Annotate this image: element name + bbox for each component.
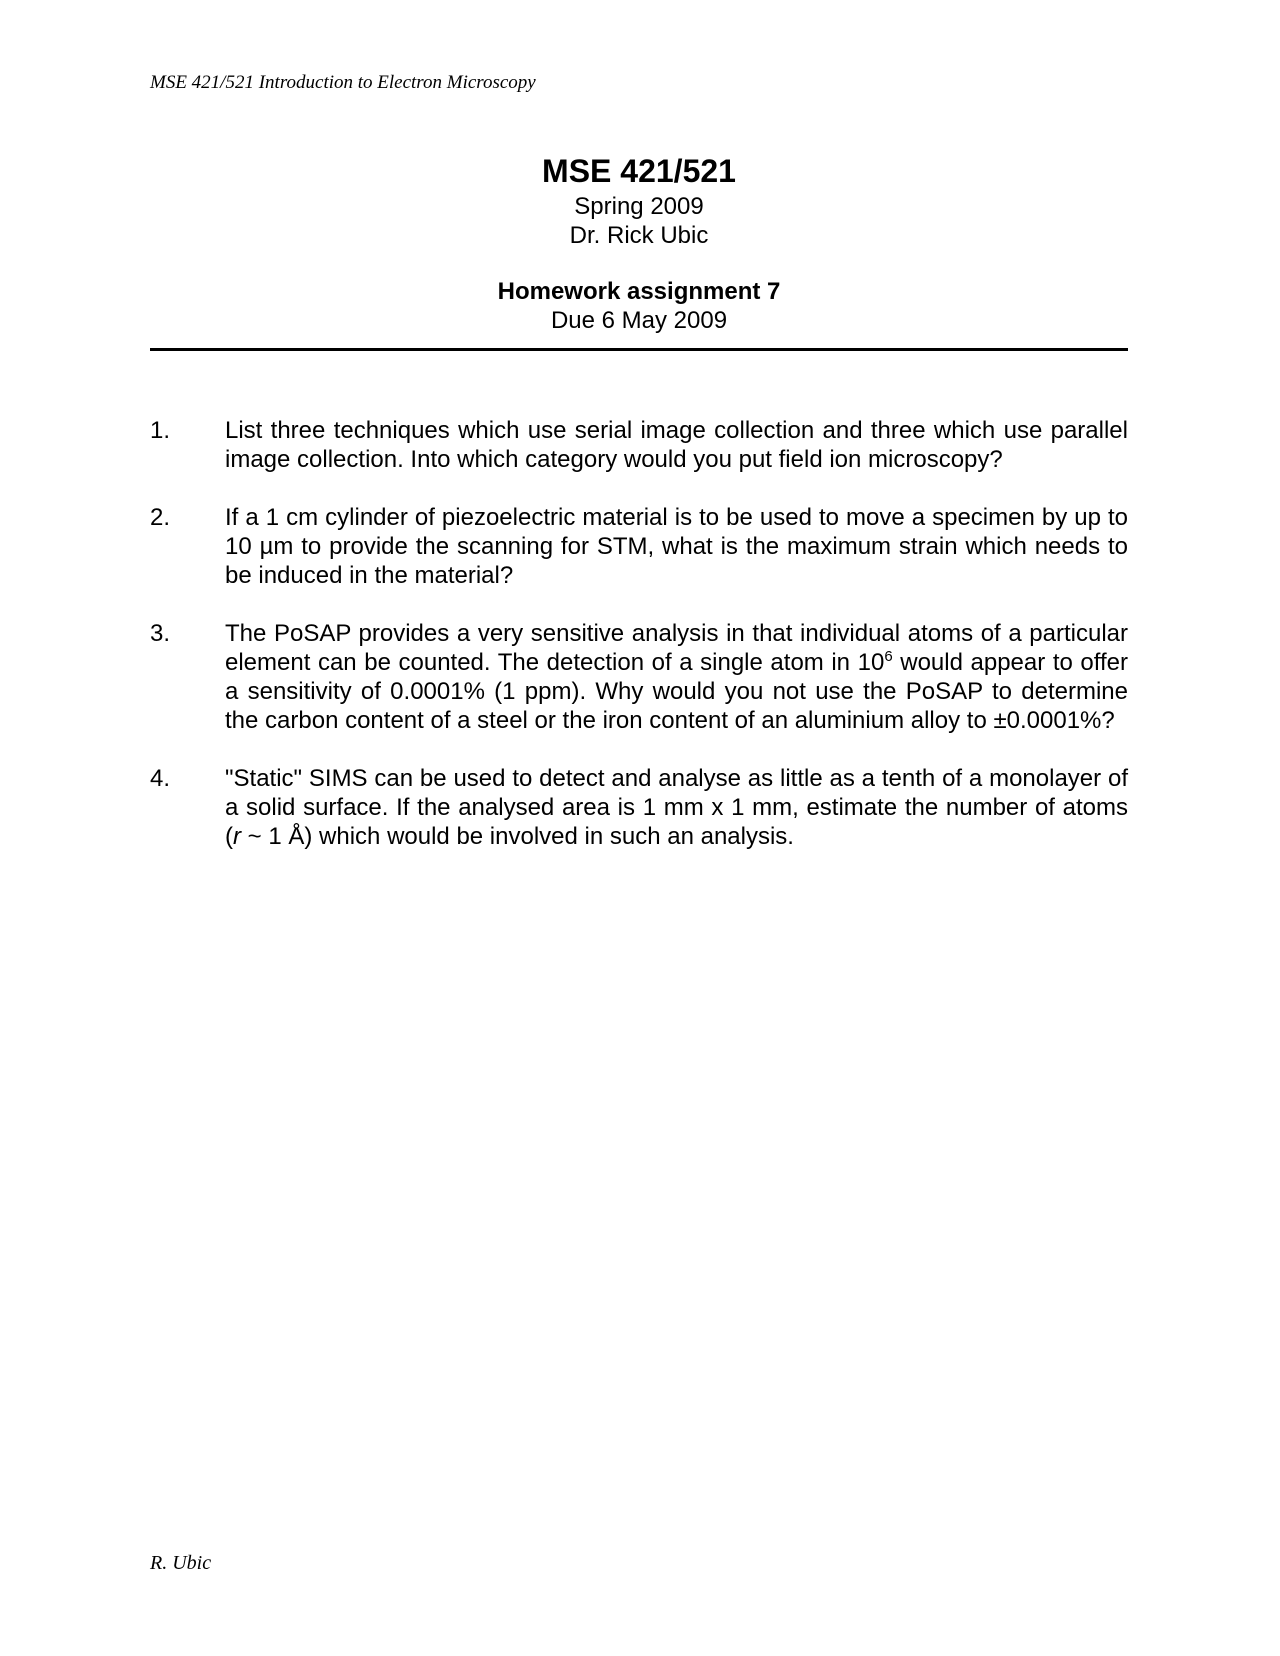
due-date: Due 6 May 2009 xyxy=(550,307,728,334)
question-text-part-b: ~ 1 Å) which would be involved in such an analysis. xyxy=(241,823,794,850)
running-footer: R. Ubic xyxy=(150,1552,212,1574)
question-text: If a 1 cm cylinder of piezoelectric material is to be used to move a specimen by up to 10 µm to provide the scanning for STM, what is the maximum strain which needs to be induced in the material? xyxy=(225,504,1128,589)
question-number: 3. xyxy=(150,620,171,647)
variable-r: r xyxy=(233,823,241,850)
question-list xyxy=(150,416,1128,880)
question-number: 1. xyxy=(150,417,171,444)
running-header: MSE 421/521 Introduction to Electron Microscopy xyxy=(150,72,536,93)
instructor: Dr. Rick Ubic xyxy=(569,222,709,249)
course-title: MSE 421/521 xyxy=(542,153,736,189)
question-text-part-a: The PoSAP provides a very sensitive analysis in that individual atoms of a particular element can be counted. The detection of a single atom in 10 xyxy=(225,620,1128,676)
question-3 xyxy=(150,619,1128,735)
term: Spring 2009 xyxy=(574,193,704,220)
horizontal-rule xyxy=(150,348,1128,351)
question-text-part-a: "Static" SIMS can be used to detect and analyse as little as a tenth of a monolayer of a solid surface. If the analysed area is 1 mm x 1 mm, estimate the number of atoms ( xyxy=(225,765,1128,850)
question-1 xyxy=(150,416,1128,474)
question-2 xyxy=(150,503,1128,590)
assignment-title: Homework assignment 7 xyxy=(497,278,781,305)
question-text: List three techniques which use serial image collection and three which use parallel image collection. Into which category would you put field ion microscopy? xyxy=(225,417,1128,473)
question-number: 4. xyxy=(150,765,171,792)
question-number: 2. xyxy=(150,504,171,531)
question-text-part-b: would appear to offer a sensitivity of 0.0001% (1 ppm). Why would you not use the PoSAP to determine the carbon content of a steel or the iron content of an aluminium alloy to ±0.0001%? xyxy=(225,649,1129,734)
question-4 xyxy=(150,764,1128,851)
exponent: 6 xyxy=(884,648,893,665)
title-block xyxy=(150,150,1128,335)
